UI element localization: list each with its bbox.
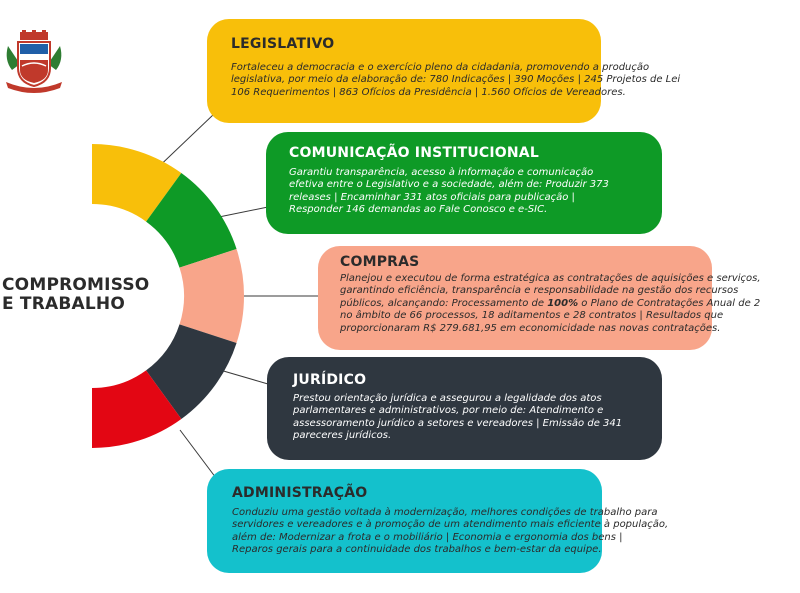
card-legislativo-text — [231, 62, 681, 99]
card-legislativo-line: 106 Requerimentos | 863 Ofícios da Presidência | 1.560 Ofícios de Vereadores. — [231, 86, 626, 98]
card-juridico-line: parlamentares e administrativos, por meio de: Atendimento e — [293, 405, 604, 417]
card-administracao-line: Reparos gerais para a continuidade dos trabalhos e bem-estar da equipe. — [232, 544, 602, 556]
central-title — [2, 276, 149, 314]
card-administracao-title: ADMINISTRAÇÃO — [232, 485, 368, 501]
central-title-line-2: E TRABALHO — [2, 294, 126, 314]
card-juridico-text — [293, 393, 662, 443]
card-juridico — [267, 357, 662, 460]
card-legislativo-line: legislativa, por meio da elaboração de: 780 Indicações | 390 Moções | 245 Projetos de Lei — [231, 74, 681, 86]
card-legislativo — [207, 19, 681, 123]
card-administracao-line: além de: Modernizar a frota e o mobiliário | Economia e ergonomia dos bens | — [232, 531, 623, 543]
card-comunicacao-line: releases | Encaminhar 331 atos oficiais para publicação | — [289, 191, 575, 203]
card-compras-line: proporcionaram R$ 279.681,95 em economicidade nas novas contratações. — [340, 322, 721, 334]
card-compras-title: COMPRAS — [340, 254, 420, 270]
card-administracao — [207, 469, 669, 573]
connector-juridico — [220, 370, 268, 384]
connector-comunicacao — [214, 207, 268, 218]
card-compras — [318, 246, 761, 350]
card-comunicacao-title: COMUNICAÇÃO INSTITUCIONAL — [289, 145, 539, 161]
card-legislativo-line: Fortaleceu a democracia e o exercício pleno da cidadania, promovendo a produção — [231, 62, 650, 73]
card-comunicacao-text — [289, 167, 662, 217]
card-administracao-line: servidores e vereadores e à promoção de um atendimento mais eficiente à população, — [232, 519, 669, 531]
card-comunicacao-line: efetiva entre o Legislativo e a sociedade, além de: Produzir 373 — [289, 179, 609, 191]
central-title-line-1: COMPROMISSO — [2, 275, 150, 295]
card-comunicacao-line: Responder 146 demandas ao Fale Conosco e e-SIC. — [289, 204, 548, 216]
card-compras-line: públicos, alcançando: Processamento de 100% o Plano de Contratações Anual de 2 — [340, 297, 761, 309]
card-legislativo-title: LEGISLATIVO — [231, 36, 335, 52]
compras-highlight-percent: 100% — [547, 297, 579, 309]
coat-of-arms-icon — [0, 30, 68, 94]
card-comunicacao-institucional — [266, 132, 662, 234]
card-compras-text — [340, 273, 761, 335]
card-juridico-title: JURÍDICO — [293, 372, 367, 388]
card-compras-line: garantindo eficiência, transparência e responsabilidade na gestão dos recursos — [340, 285, 739, 297]
card-administracao-line: Conduziu uma gestão voltada à modernização, melhores condições de trabalho para — [232, 507, 658, 518]
card-administracao-text — [232, 507, 669, 557]
card-juridico-line: pareceres jurídicos. — [293, 430, 392, 442]
card-compras-line: no âmbito de 66 processos, 18 aditamentos e 28 contratos | Resultados que — [340, 310, 724, 322]
connector-administracao — [180, 430, 216, 478]
card-juridico-line: Prestou orientação jurídica e assegurou a legalidade dos atos — [293, 393, 602, 404]
card-comunicacao-line: Garantiu transparência, acesso à informação e comunicação — [289, 167, 594, 178]
card-compras-line: Planejou e executou de forma estratégica as contratações de aquisições e serviços, — [340, 273, 761, 284]
card-juridico-line: assessoramento jurídico a setores e vereadores | Emissão de 341 — [293, 417, 623, 429]
